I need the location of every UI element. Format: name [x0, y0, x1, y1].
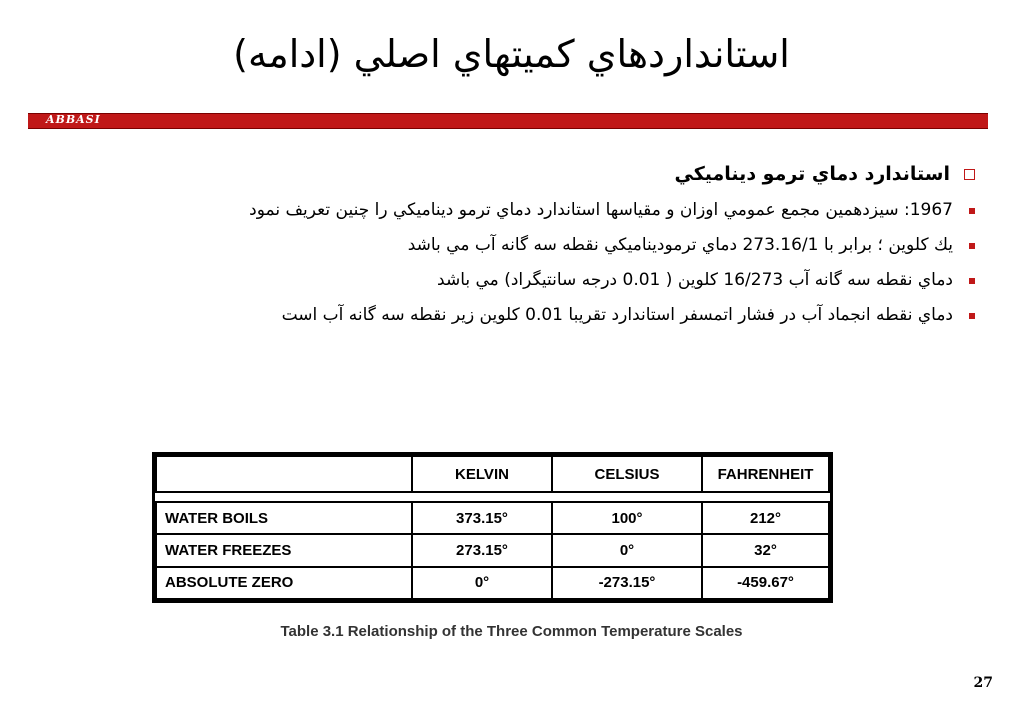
celsius-value: -273.15° [552, 567, 702, 599]
bullet-item [95, 194, 975, 227]
bullet-text: يك كلوين ؛ برابر با 273.16/1 دماي ترموديناميكي نقطه سه گانه آب مي باشد [407, 235, 953, 255]
celsius-value: 100° [552, 502, 702, 534]
header-celsius: CELSIUS [552, 456, 702, 492]
hollow-square-bullet-icon [964, 169, 975, 180]
title-divider-bar [28, 113, 988, 129]
bullet-item [95, 264, 975, 297]
bullet-text: دماي نقطه انجماد آب در فشار اتمسفر استاندارد تقريبا 0.01 كلوين زير نقطه سه گانه آب است [281, 305, 953, 325]
square-bullet-icon [969, 208, 975, 214]
table-caption: Table 3.1 Relationship of the Three Common Temperature Scales [280, 623, 743, 640]
bullet-item [95, 299, 975, 332]
fahrenheit-value: -459.67° [702, 567, 829, 599]
table-row [156, 534, 829, 566]
row-label: WATER BOILS [156, 502, 412, 534]
fahrenheit-value: 212° [702, 502, 829, 534]
bullet-text: 1967: سيزدهمين مجمع عمومي اوزان و مقياسها استاندارد دماي ترمو ديناميكي را چنين تعريف نمود [249, 200, 953, 220]
section-heading [95, 156, 975, 192]
row-label: ABSOLUTE ZERO [156, 567, 412, 599]
table-row [156, 502, 829, 534]
row-label: WATER FREEZES [156, 534, 412, 566]
header-cell-empty [156, 456, 412, 492]
kelvin-value: 0° [412, 567, 552, 599]
celsius-value: 0° [552, 534, 702, 566]
kelvin-value: 273.15° [412, 534, 552, 566]
bullet-text: دماي نقطه سه گانه آب 16/273 كلوين ( 0.01 درجه سانتيگراد) مي باشد [437, 270, 953, 290]
section-heading-text: استاندارد دماي ترمو ديناميكي [674, 163, 950, 185]
square-bullet-icon [969, 243, 975, 249]
header-kelvin: KELVIN [412, 456, 552, 492]
kelvin-value: 373.15° [412, 502, 552, 534]
table-header-row [156, 456, 829, 492]
fahrenheit-value: 32° [702, 534, 829, 566]
slide-content [95, 156, 975, 332]
table-grid [155, 455, 830, 600]
bullet-item [95, 229, 975, 262]
square-bullet-icon [969, 313, 975, 319]
table-row [156, 567, 829, 599]
square-bullet-icon [969, 278, 975, 284]
page-number: 27 [973, 675, 993, 691]
header-fahrenheit: FAHRENHEIT [702, 456, 829, 492]
table-spacer [156, 492, 829, 502]
slide-title: استانداردهاي كميتهاي اصلي (ادامه) [233, 32, 790, 76]
logo-text: ABBASI [46, 113, 101, 126]
temperature-scales-table [152, 452, 833, 603]
